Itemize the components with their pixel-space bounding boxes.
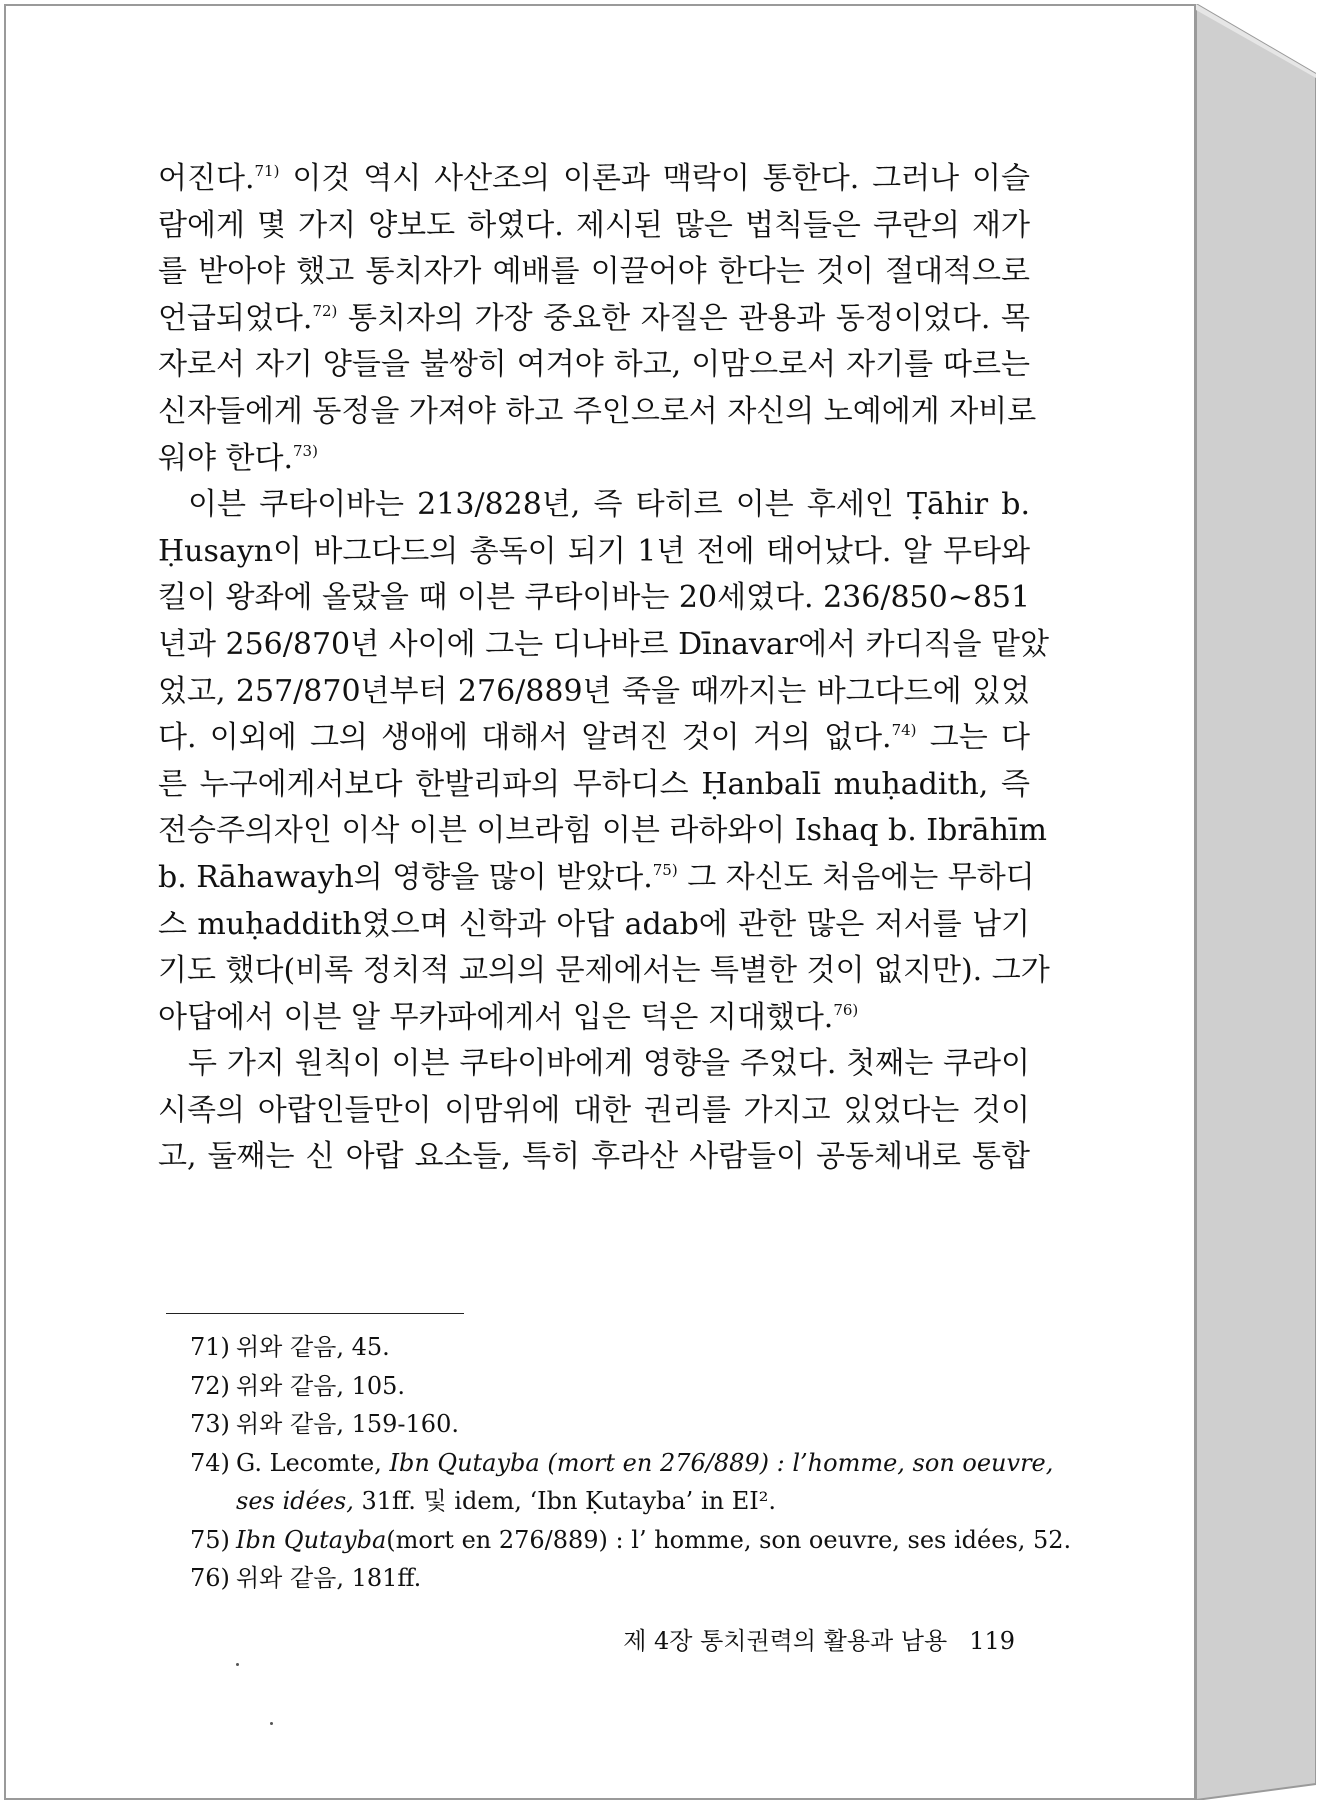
text-line: 전승주의자인 이삭 이븐 이브라힘 이븐 라하와이 Ishaq b. Ibrāhīm bbox=[158, 813, 1047, 849]
text-line: 킬이 왕좌에 올랐을 때 이븐 쿠타이바는 20세였다. 236/850~851 bbox=[158, 580, 1031, 616]
text-line: 이븐 쿠타이바는 213/828년, 즉 타히르 이븐 후세인 Ṭāhir b. bbox=[188, 487, 1030, 523]
text-line: 른 누구에게서보다 한발리파의 무하디스 Ḥanbalī muḥadith, 즉 bbox=[158, 766, 1030, 802]
body-text bbox=[158, 156, 1050, 1181]
text-line: Ḥusayn이 바그다드의 총독이 되기 1년 전에 태어났다. 알 무타와 bbox=[158, 533, 1030, 569]
page-number: 119 bbox=[969, 1627, 1015, 1655]
footnote-74-continued: ses idées, 31ff. 및 idem, ‘Ibn Ḳutayba’ in EI². bbox=[236, 1487, 776, 1515]
footnote-71: 71) 위와 같음, 45. bbox=[190, 1333, 390, 1361]
footnote-72: 72) 위와 같음, 105. bbox=[190, 1371, 406, 1400]
running-footer bbox=[595, 1621, 1015, 1656]
footnote-ref: 76) bbox=[833, 1000, 859, 1019]
footnote-ref: 73) bbox=[293, 441, 318, 460]
footnote-75: 75) Ibn Qutayba(mort en 276/889) : l’ homme, son oeuvre, ses idées, 52. bbox=[190, 1525, 1072, 1554]
footnote-73: 73) 위와 같음, 159-160. bbox=[190, 1410, 459, 1438]
footnote-separator bbox=[166, 1313, 464, 1314]
text-line: 고, 둘째는 신 아랍 요소들, 특히 후라산 사람들이 공동체내로 통합 bbox=[158, 1139, 1030, 1175]
footnote-74: 74) G. Lecomte, Ibn Qutayba (mort en 276/889) : l’homme, son oeuvre, bbox=[190, 1448, 1054, 1477]
text-line: 어진다.$^{71)}$ 이것 역시 사산조의 이론과 맥락이 통한다. 그러나 이슬 bbox=[158, 161, 1030, 196]
text-line: 기도 했다(비록 정치적 교의의 문제에서는 특별한 것이 없지만). 그가 bbox=[158, 953, 1050, 989]
chapter-title: 제 4장 통치권력의 활용과 남용 bbox=[623, 1627, 948, 1655]
text-line: 년과 256/870년 사이에 그는 디나바르 Dīnavar에서 카디직을 맡았 bbox=[158, 626, 1050, 662]
text-line: 다. 이외에 그의 생애에 대해서 알려진 것이 거의 없다.$^{74)}$ 그는 다 bbox=[158, 720, 1030, 756]
speck bbox=[236, 1663, 239, 1666]
text-line: b. Rāhawayh의 영향을 많이 받았다.$^{75)}$ 그 자신도 처음에는 무하디 bbox=[158, 859, 1035, 895]
text-line: 시족의 아랍인들만이 이맘위에 대한 권리를 가지고 있었다는 것이 bbox=[158, 1092, 1030, 1128]
footnote-ref: 74) bbox=[891, 721, 917, 740]
footnote-76: 76) 위와 같음, 181ff. bbox=[190, 1564, 422, 1592]
footnote-ref: 72) bbox=[312, 301, 338, 320]
text-line: 람에게 몇 가지 양보도 하였다. 제시된 많은 법칙들은 쿠란의 재가 bbox=[158, 207, 1030, 243]
footnote-ref: 71) bbox=[254, 162, 280, 180]
speck bbox=[270, 1722, 273, 1725]
text-line: 신자들에게 동정을 가져야 하고 주인으로서 자신의 노예에게 자비로 bbox=[158, 393, 1037, 429]
text-line: 스 muḥaddith였으며 신학과 아답 adab에 관한 많은 저서를 남기 bbox=[158, 906, 1030, 942]
text-line: 아답에서 이븐 알 무카파에게서 입은 덕은 지대했다.$^{76)}$ bbox=[158, 999, 859, 1035]
text-line: 를 받아야 했고 통치자가 예배를 이끌어야 한다는 것이 절대적으로 bbox=[158, 254, 1030, 290]
book-edge bbox=[1196, 4, 1316, 1800]
text-line: 워야 한다.$^{73)}$ bbox=[158, 440, 318, 476]
text-line: 자로서 자기 양들을 불쌍히 여겨야 하고, 이맘으로서 자기를 따르는 bbox=[158, 347, 1030, 383]
footnote-ref: 75) bbox=[652, 860, 678, 879]
text-line: 었고, 257/870년부터 276/889년 죽을 때까지는 바그다드에 있었 bbox=[158, 673, 1030, 709]
footnotes bbox=[190, 1328, 1072, 1598]
text-line: 두 가지 원칙이 이븐 쿠타이바에게 영향을 주었다. 첫째는 쿠라이 bbox=[188, 1046, 1030, 1082]
text-line: 언급되었다.$^{72)}$ 통치자의 가장 중요한 자질은 관용과 동정이었다. 목 bbox=[158, 300, 1030, 336]
